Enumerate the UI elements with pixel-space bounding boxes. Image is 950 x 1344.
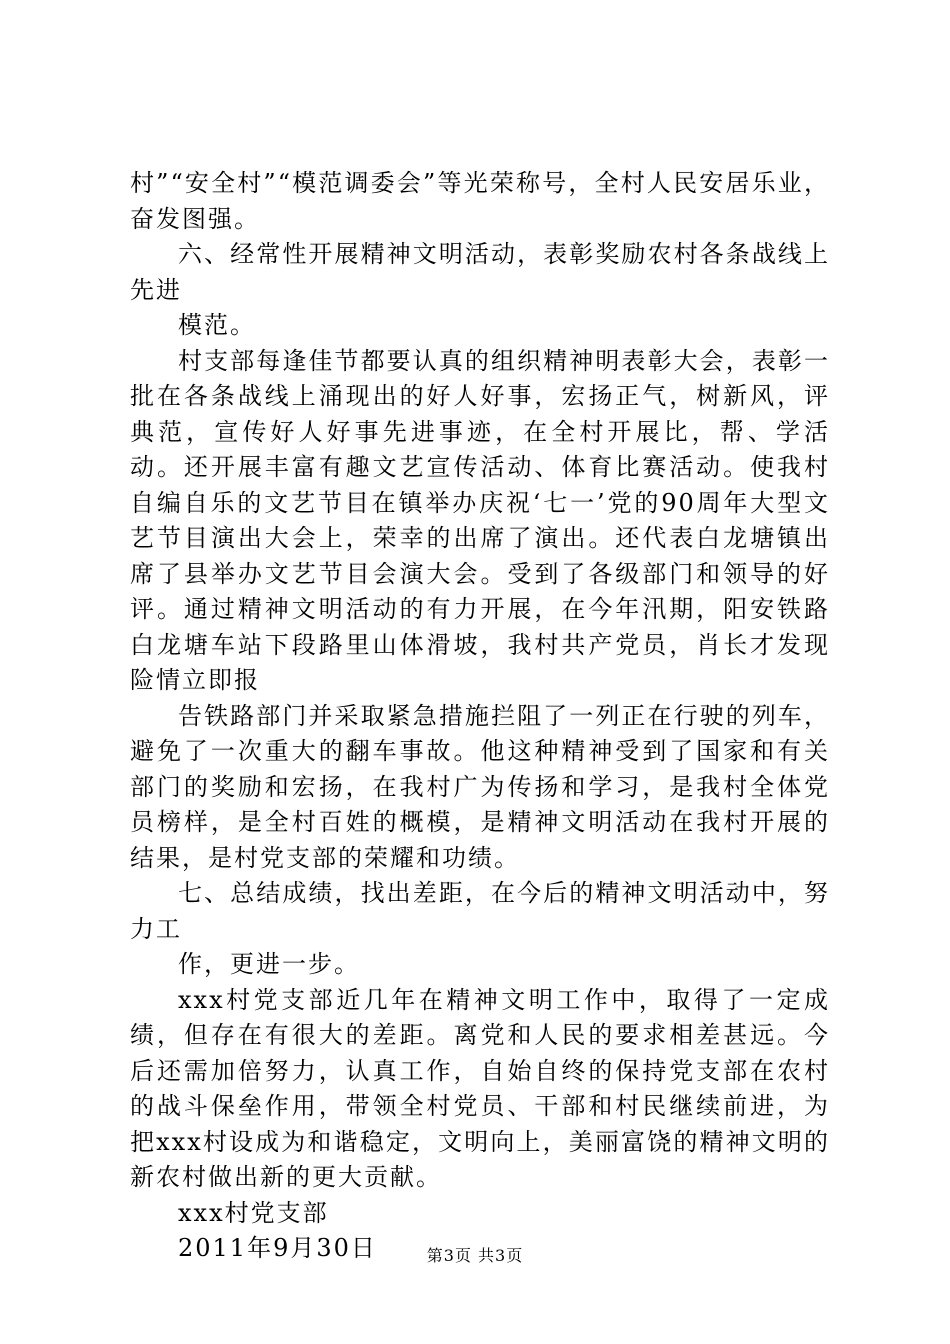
section-six-heading: 六、经常性开展精神文明活动，表彰奖励农村各条战线上先进 xyxy=(130,240,830,304)
page-footer xyxy=(0,1243,950,1266)
paragraph-festival-commendation: 村支部每逢佳节都要认真的组织精神明表彰大会，表彰一批在各条战线上涌现出的好人好事，宏扬正气，树新风，评典范，宣传好人好事先进事迹，在全村开展比，帮、学活动。还开展丰富有趣文艺宣传活动、体育比赛活动。使我村自编自乐的文艺节目在镇举办庆祝‘七一’党的90周年大型文艺节目演出大会上，荣幸的出席了演出。还代表白龙塘镇出席了县举办文艺节目会演大会。受到了各级部门和领导的好评。通过精神文明活动的有力开展，在今年汛期，阳安铁路白龙塘车站下段路里山体滑坡，我村共产党员，肖长才发现险情立即报 xyxy=(130,346,830,694)
signature-organization: xxx村党支部 xyxy=(178,1198,329,1227)
paragraph-continued-honors: 村”“安全村”“模范调委会”等光荣称号，全村人民安居乐业，奋发图强。 xyxy=(130,169,830,233)
signature-date: 2011年9月30日 xyxy=(178,1234,377,1262)
page-number-label: 第3页 共3页 xyxy=(426,1246,524,1265)
section-seven-heading-continued: 作，更进一步。 xyxy=(178,950,360,978)
paragraph-railway-rescue: 告铁路部门并采取紧急措施拦阻了一列正在行驶的列车，避免了一次重大的翻车事故。他这种精神受到了国家和有关部门的奖励和宏扬，在我村广为传扬和学习，是我村全体党员榜样，是全村百姓的概模，是精神文明活动在我村开展的结果，是村党支部的荣耀和功绩。 xyxy=(130,701,830,872)
paragraph-summary: xxx村党支部近几年在精神文明工作中，取得了一定成绩，但存在有很大的差距。离党和人民的要求相差甚远。今后还需加倍努力，认真工作，自始自终的保持党支部在农村的战斗保垒作用，带领全村党员、干部和村民继续前进，为把xxx村设成为和谐稳定，文明向上，美丽富饶的精神文明的新农村做出新的更大贡献。 xyxy=(130,985,830,1191)
section-six-heading-continued: 模范。 xyxy=(178,311,256,339)
section-seven-heading: 七、总结成绩，找出差距，在今后的精神文明活动中，努力工 xyxy=(130,879,830,943)
document-body xyxy=(130,166,830,1267)
